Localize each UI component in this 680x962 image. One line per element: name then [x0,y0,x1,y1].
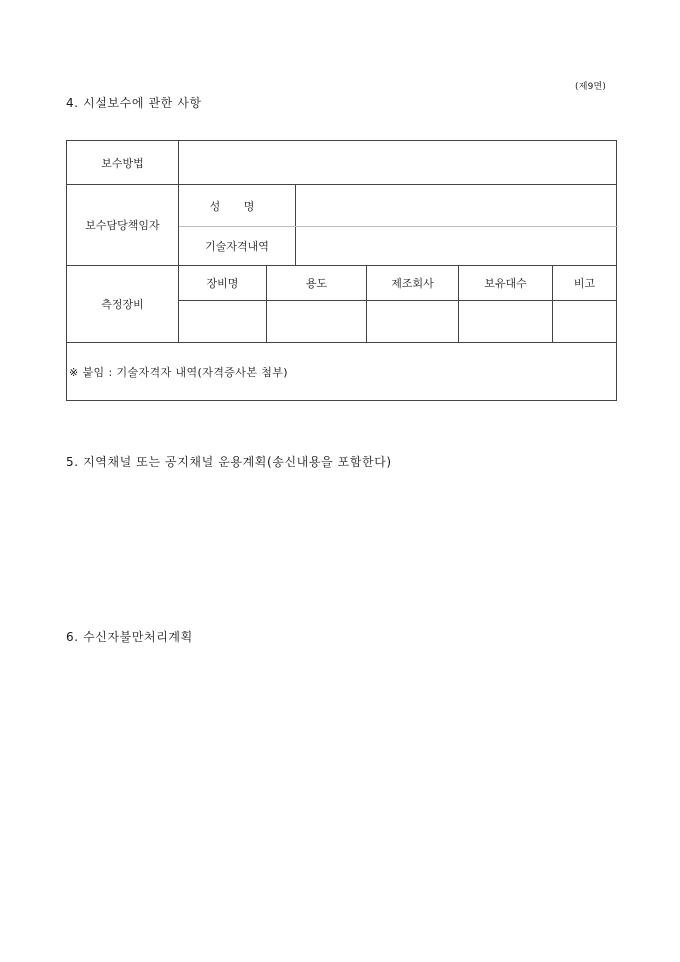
page-number: (제9면) [575,82,607,92]
repair-method-field[interactable] [179,141,617,185]
attachment-note: ※ 붙임 : 기술자격자 내역(자격증사본 첨부) [67,343,617,401]
name-label: 성 명 [179,185,296,227]
equipment-column-header: 보유대수 [459,266,553,301]
measuring-equipment-label: 측정장비 [67,266,179,343]
equipment-cell[interactable] [179,301,267,343]
equipment-cell[interactable] [367,301,459,343]
qualification-field[interactable] [296,227,617,266]
name-field[interactable] [296,185,617,227]
equipment-column-header: 용도 [267,266,367,301]
facility-repair-table [66,140,617,401]
section-4-heading: 4. 시설보수에 관한 사항 [66,96,202,110]
equipment-cell[interactable] [459,301,553,343]
section-5-heading: 5. 지역채널 또는 공지채널 운용계획(송신내용을 포함한다) [66,455,392,469]
repair-manager-label: 보수담당책임자 [67,185,179,266]
equipment-cell[interactable] [267,301,367,343]
qualification-label: 기술자격내역 [179,227,296,266]
equipment-column-header: 장비명 [179,266,267,301]
equipment-column-header: 제조회사 [367,266,459,301]
equipment-cell[interactable] [553,301,617,343]
repair-method-label: 보수방법 [67,141,179,185]
section-6-heading: 6. 수신자불만처리계획 [66,630,193,644]
equipment-column-header: 비고 [553,266,617,301]
